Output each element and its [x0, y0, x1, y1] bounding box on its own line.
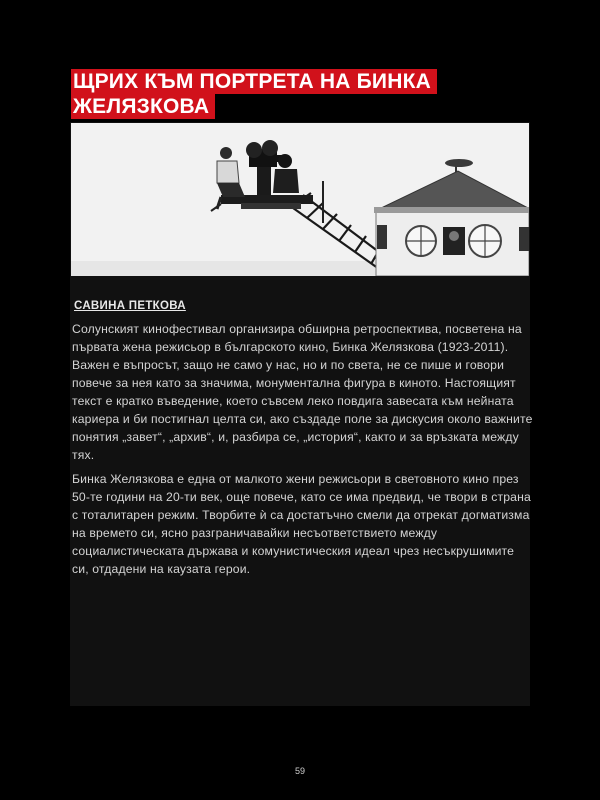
article-title — [71, 69, 431, 119]
article-title-line-2: ЖЕЛЯЗКОВА — [71, 94, 215, 119]
article-body — [72, 320, 534, 584]
article-title-line-1: ЩРИХ КЪМ ПОРТРЕТА НА БИНКА — [71, 69, 437, 94]
paragraph: Бинка Желязкова е една от малкото жени режисьори в световното кино през 50-те години на 20-ти век, още повече, като се има предвид, че твори в страна с тоталитарен режим. Творбите ѝ са достатъчно смели да отрекат догматизма на времето си, ясно разграничавайки несъответствието между социалистическата държава и комунистическия идеал чрез несъкрушимите си, отдадени на каузата герои. — [72, 472, 531, 576]
paragraph: Солунският кинофестивал организира обширна ретроспектива, посветена на първата жена режисьор в българското кино, Бинка Желязкова (1923-2011). Важен е въпросът, защо не само у нас, но и по света, не се пише и говори повече за нея като за значима, монументална фигура в киното. Настоящият текст е кратко въведение, което съвсем леко повдига завесата към нейната кариера и би постигнал целта си, ако създаде поле за дискусия около важните понятия „завет“, „архив“, и, разбира се, „история“, както и за връзката между тях. — [72, 322, 533, 462]
page-number: 59 — [294, 766, 305, 776]
article-photo — [71, 123, 529, 276]
film-crane-photo — [71, 123, 529, 276]
article-author: САВИНА ПЕТКОВА — [74, 300, 186, 312]
